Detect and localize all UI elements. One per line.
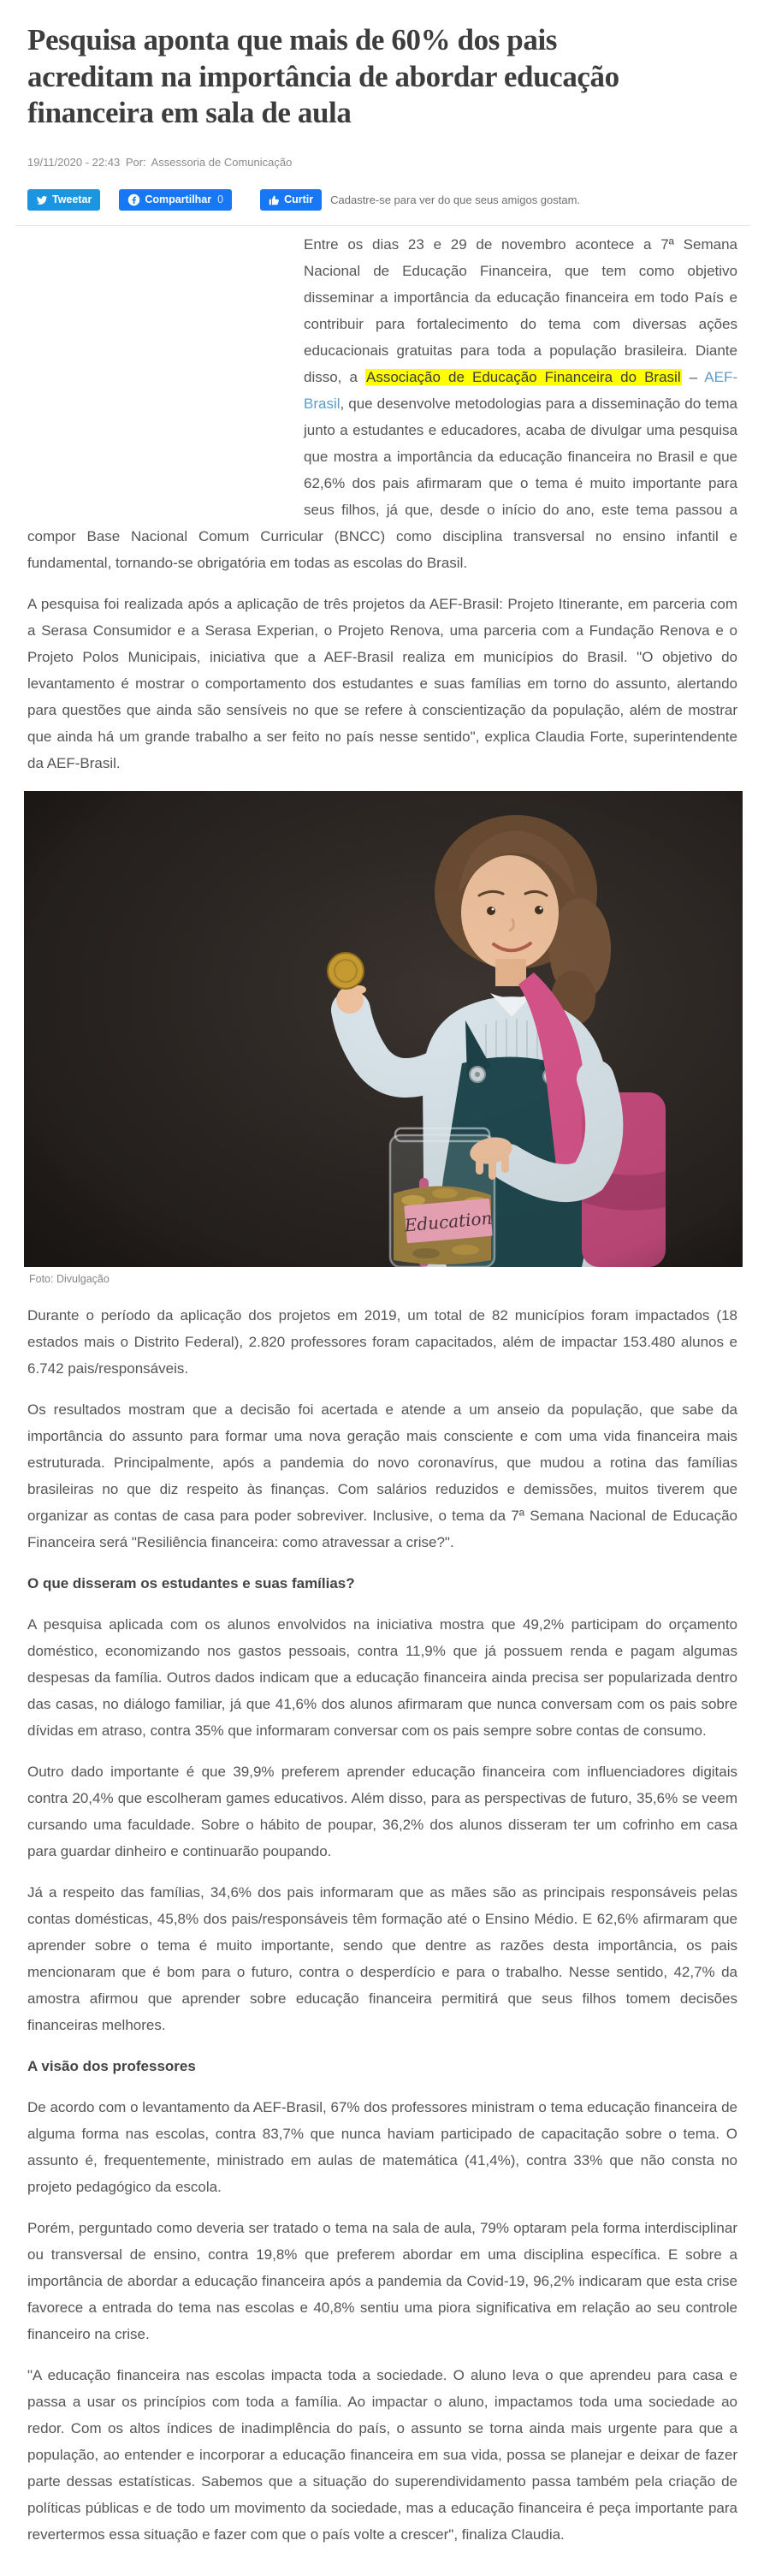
- paragraph-students-budget: A pesquisa aplicada com os alunos envolvidos na iniciativa mostra que 49,2% participam do orçamento doméstico, economizando nos gastos pessoais, contra 11,9% que já possuem renda e pagam algumas despesas da família. Outros dados indicam que a educação financeira ainda precisa ser popularizada dentro das casas, no diálogo familiar, já que 41,6% dos alunos afirmaram que nunca conversam com os pais sobre dívidas em atraso, contra 35% que informaram conversar com os pais sempre sobre contas de consumo.: [27, 1616, 737, 1740]
- signup-link[interactable]: Cadastre-se: [330, 193, 391, 207]
- share-button-label: Compartilhar: [145, 193, 212, 206]
- paragraph-research-projects: A pesquisa foi realizada após a aplicação de três projetos da AEF-Brasil: Projeto Itinerante, em parceria com a Serasa Consumidor e a Serasa Experian, o Projeto Renova, uma parceria com a Fundação Renova e o Projeto Polos Municipais, iniciativa que a AEF-Brasil realiza em municípios do Brasil. "O objetivo do levantamento é mostrar o comportamento dos estudantes e suas famílias em torno do assunto, alertando para questões que ainda são sensíveis no que se refere à conscientização da população, além de mostrar que ainda há um grande trabalho a ser feito no país nesse sentido", explica Claudia Forte, superintendente da AEF-Brasil.: [27, 596, 737, 772]
- signup-rest: para ver do que seus amigos gostam.: [390, 193, 581, 207]
- paragraph-closing-quote: "A educação financeira nas escolas impacta toda a sociedade. O aluno leva o que aprendeu para casa e passa a usar os princípios com toda a família. Ao impactar o aluno, impactamos toda uma sociedade ao redor. Com os altos índices de inadimplência do país, o assunto se torna ainda mais urgente para que a população, ao entender e incorporar a educação financeira em sua vida, possa se planejar e deixar de fazer parte dessas estatísticas. Sabemos que a situação do superendividamento passa também pela criação de políticas públicas e de todo um movimento da sociedade, mas a educação financeira é peça importante para revertermos essa situação e fazer com que o país volte a crescer", finaliza Claudia.: [27, 2367, 737, 2543]
- like-button-label: Curtir: [284, 193, 314, 206]
- highlighted-association-name: Associação de Educação Financeira do Brasil: [366, 369, 681, 386]
- paragraph-teachers-opinion: Porém, perguntado como deveria ser tratado o tema na sala de aula, 79% optaram pela forma interdisciplinar ou transversal de ensino, contra 19,8% que preferem abordar em uma disciplina específica. E sobre a importância de abordar a educação financeira após a pandemia da Covid-19, 96,2% indicaram que esta crise favorece a entrada do tema nas escolas e 40,8% sentiu uma piora significativa em relação ao seu controle financeiro na crise.: [27, 2220, 737, 2343]
- intro-text-2: , que desenvolve metodologias para a disseminação do tema junto a estudantes e educadores, acaba de divulgar uma pesquisa que mostra a importância da educação financeira no Brasil e que 62,6% dos pais afirmaram que o tema é muito importante para seus filhos, já que, desde o início do ano, este tema passou a compor Base Nacional Comum Curricular (BNCC) como disciplina transversal no ensino infantil e fundamental, tornando-se obrigatória em todas as escolas do Brasil.: [27, 396, 737, 572]
- twitter-icon: [36, 194, 48, 206]
- tweet-button-label: Tweetar: [52, 193, 92, 206]
- paragraph-families: Já a respeito das famílias, 34,6% dos pais informaram que as mães são as principais responsáveis pelas contas domésticas, 45,8% dos pais/responsáveis têm formação até o Ensino Médio. E 62,6% afirmaram que aprender sobre o tema é muito importante, sendo que dentre as razões desta importância, os pais mencionaram que é bom para o futuro, contra o desperdício e para o trabalho. Nesse sentido, 42,7% da amostra afirmou que aprender sobre educação financeira permitirá que seus filhos tomem decisões financeiras melhores.: [27, 1884, 737, 2034]
- publish-datetime: 19/11/2020 - 22:43: [27, 156, 121, 170]
- paragraph-students-preferences: Outro dado importante é que 39,9% preferem aprender educação financeira com influenciadores digitais contra 20,4% que escolheram games educativos. Além disso, para as perspectivas de futuro, 35,6% se veem cursando uma faculdade. Sobre o hábito de poupar, 36,2% dos alunos disseram ter um cofrinho em casa para guardar dinheiro e continuarão poupando.: [27, 1764, 737, 1860]
- aef-brasil-link[interactable]: AEF-Brasil: [304, 369, 737, 413]
- article-body: [27, 231, 737, 2548]
- article-meta: [27, 156, 737, 169]
- paragraph-impact-numbers: Durante o período da aplicação dos projetos em 2019, um total de 82 municípios foram impactados (18 estados mais o Distrito Federal), 2.820 professores foram capacitados, além de impactar 153.480 alunos e 6.742 pais/responsáveis.: [27, 1307, 737, 1377]
- header-divider: [15, 225, 750, 226]
- paragraph-results: Os resultados mostram que a decisão foi acertada e atende a um anseio da população, que sabe da importância do assunto para formar uma nova geração mais consciente e com uma vida financeira mais estruturada. Principalmente, após a pandemia do novo coronavírus, que mudou a rotina das famílias brasileiras no que diz respeito às finanças. Com salários reduzidos e demissões, muitos tiverem que organizar as contas de casa para poder sobreviver. Inclusive, o tema da 7ª Semana Nacional de Educação Financeira será "Resiliência financeira: como atravessar a crise?".: [27, 1401, 737, 1551]
- thumbs-up-icon: [269, 194, 280, 205]
- page-title: Pesquisa aponta que mais de 60% dos pais acreditam na importância de abordar educação financeira em sala de aula: [27, 23, 619, 130]
- author-name: Assessoria de Comunicação: [151, 156, 293, 170]
- photo-caption: Foto: Divulgação: [29, 1273, 110, 1286]
- author-label: Por:: [125, 156, 146, 170]
- intro-left-spacer: [27, 231, 304, 498]
- paragraph-teachers-survey: De acordo com o levantamento da AEF-Brasil, 67% dos professores ministram o tema educação financeira de alguma forma nas escolas, contra 83,7% que nunca haviam participado de capacitação sobre o tema. O assunto é, frequentemente, ministrado em aulas de matemática (41,4%), contra 33% que não consta no projeto pedagógico da escola.: [27, 2099, 737, 2196]
- intro-text-1: Entre os dias 23 e 29 de novembro acontece a 7ª Semana Nacional de Educação Financeira, que tem como objetivo disseminar a importância da educação financeira em todo País e contribuir para fortalecimento do tema com diversas ações educacionais gratuitas para toda a população brasileira. Diante disso, a: [304, 236, 737, 386]
- tweet-button[interactable]: [27, 189, 100, 211]
- photo-vignette: [24, 791, 743, 1267]
- share-count: 0: [217, 193, 224, 206]
- facebook-icon: [127, 193, 140, 206]
- social-share-bar: [27, 189, 737, 211]
- article-figure: [24, 791, 737, 1285]
- intro-dash: –: [681, 369, 705, 386]
- facebook-share-button[interactable]: [119, 189, 232, 211]
- heading-teachers-view: A visão dos professores: [27, 2058, 196, 2075]
- like-button[interactable]: [260, 189, 322, 211]
- paragraph-intro: [27, 231, 737, 576]
- article-photo-girl-with-coin: [24, 791, 743, 1267]
- heading-students-families: O que disseram os estudantes e suas famílias?: [27, 1575, 355, 1592]
- facebook-signup-text: [330, 193, 580, 206]
